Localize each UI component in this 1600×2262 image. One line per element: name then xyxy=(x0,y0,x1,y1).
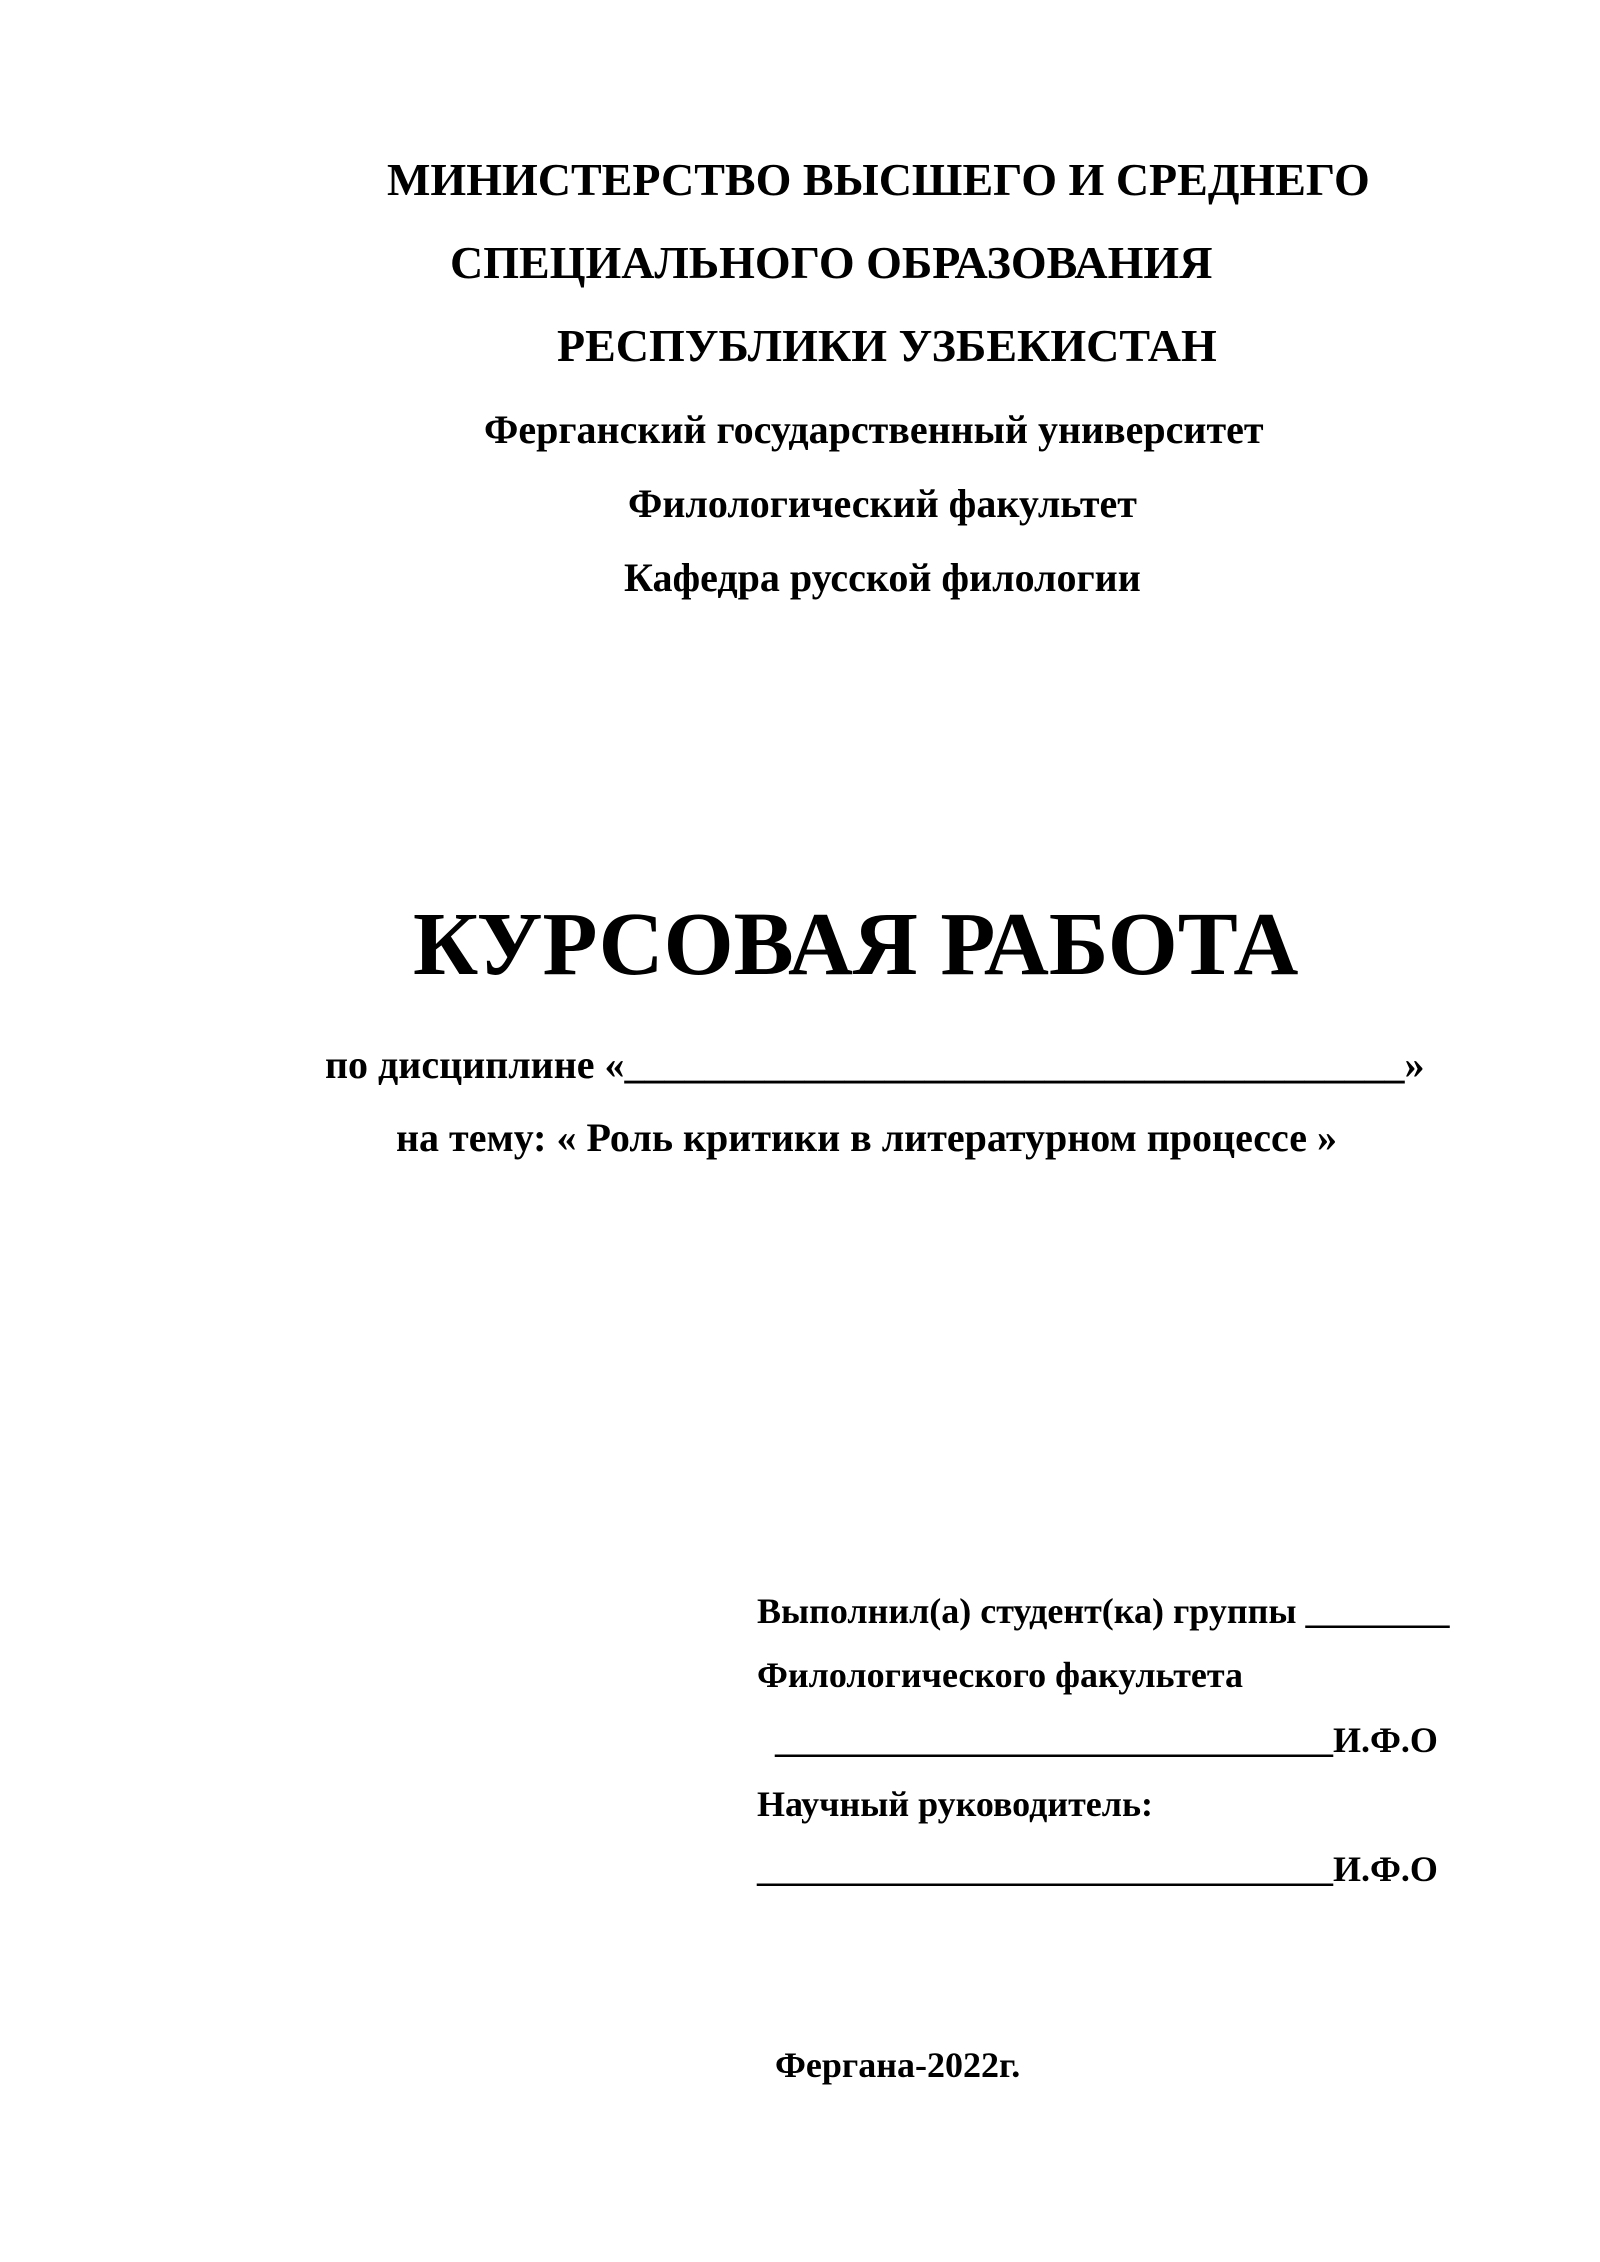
student-name-line: _______________________________И.Ф.О xyxy=(775,1720,1438,1760)
university-name: Ферганский государственный университет xyxy=(484,407,1264,452)
student-line: Выполнил(а) студент(ка) группы ________ xyxy=(757,1591,1450,1631)
department-name: Кафедра русской филологии xyxy=(624,555,1141,600)
ministry-line-1: МИНИСТЕРСТВО ВЫСШЕГО И СРЕДНЕГО xyxy=(387,154,1370,205)
city-year: Фергана-2022г. xyxy=(775,2045,1021,2085)
student-faculty-line: Филологического факультета xyxy=(757,1655,1243,1695)
topic-line: на тему: « Роль критики в литературном процессе » xyxy=(396,1115,1338,1160)
ministry-line-2: СПЕЦИАЛЬНОГО ОБРАЗОВАНИЯ xyxy=(450,237,1213,288)
faculty-name: Филологический факультет xyxy=(628,481,1137,526)
advisor-label: Научный руководитель: xyxy=(757,1784,1153,1824)
document-title: КУРСОВАЯ РАБОТА xyxy=(413,895,1299,994)
ministry-line-3: РЕСПУБЛИКИ УЗБЕКИСТАН xyxy=(557,320,1217,371)
discipline-line: по дисциплине «_______________________________________» xyxy=(325,1042,1425,1087)
advisor-name-line: ________________________________И.Ф.О xyxy=(757,1849,1438,1889)
